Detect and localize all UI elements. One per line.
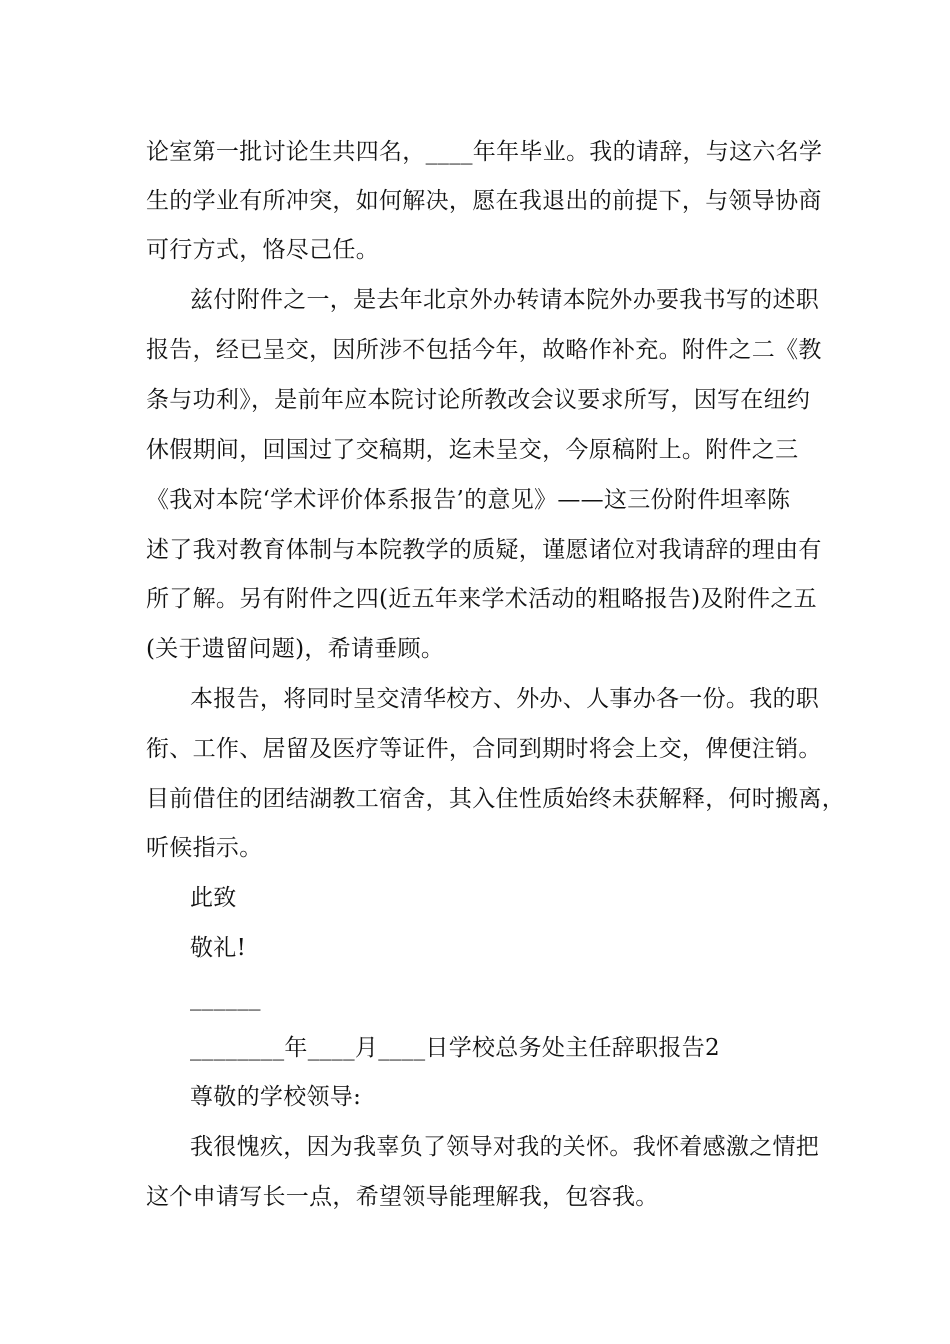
paragraph-line: 我很愧疚，因为我辜负了领导对我的关怀。我怀着感激之情把 [190, 1134, 820, 1160]
paragraph-line: 所了解。另有附件之四(近五年来学术活动的粗略报告)及附件之五 [146, 586, 817, 612]
paragraph-line: 《我对本院‘学术评价体系报告’的意见》——这三份附件坦率陈 [146, 487, 791, 513]
signature-blank: ______ [190, 985, 261, 1011]
paragraph-line: 生的学业有所冲突，如何解决，愿在我退出的前提下，与领导协商 [146, 188, 822, 214]
paragraph-line: 兹付附件之一，是去年北京外办转请本院外办要我书写的述职 [190, 287, 820, 313]
paragraph-line: 听候指示。 [146, 835, 263, 861]
paragraph-line: 条与功利》，是前年应本院讨论所教改会议要求所写，因写在纽约 [146, 387, 811, 413]
paragraph-line: 休假期间，回国过了交稿期，迄未呈交，今原稿附上。附件之三 [146, 437, 799, 463]
closing-line: 敬礼! [190, 935, 247, 961]
paragraph-line: 目前借住的团结湖教工宿舍，其入住性质始终未获解释，何时搬离， [146, 786, 845, 812]
report-title: ________年____月____日学校总务处主任辞职报告2 [190, 1035, 720, 1061]
paragraph-line: (关于遗留问题)，希请垂顾。 [146, 636, 445, 662]
paragraph-line: 述了我对教育体制与本院教学的质疑，谨愿诸位对我请辞的理由有 [146, 537, 822, 563]
closing-line: 此致 [190, 885, 237, 911]
paragraph-line: 论室第一批讨论生共四名，____年年毕业。我的请辞，与这六名学 [146, 139, 823, 165]
paragraph-line: 本报告，将同时呈交清华校方、外办、人事办各一份。我的职 [190, 686, 820, 712]
paragraph-line: 衔、工作、居留及医疗等证件，合同到期时将会上交，俾便注销。 [146, 736, 822, 762]
paragraph-line: 报告，经已呈交，因所涉不包括今年，故略作补充。附件之二《教 [146, 337, 822, 363]
salutation: 尊敬的学校领导: [190, 1084, 362, 1110]
paragraph-line: 可行方式，恪尽己任。 [146, 237, 379, 263]
paragraph-line: 这个申请写长一点，希望领导能理解我，包容我。 [146, 1184, 659, 1210]
